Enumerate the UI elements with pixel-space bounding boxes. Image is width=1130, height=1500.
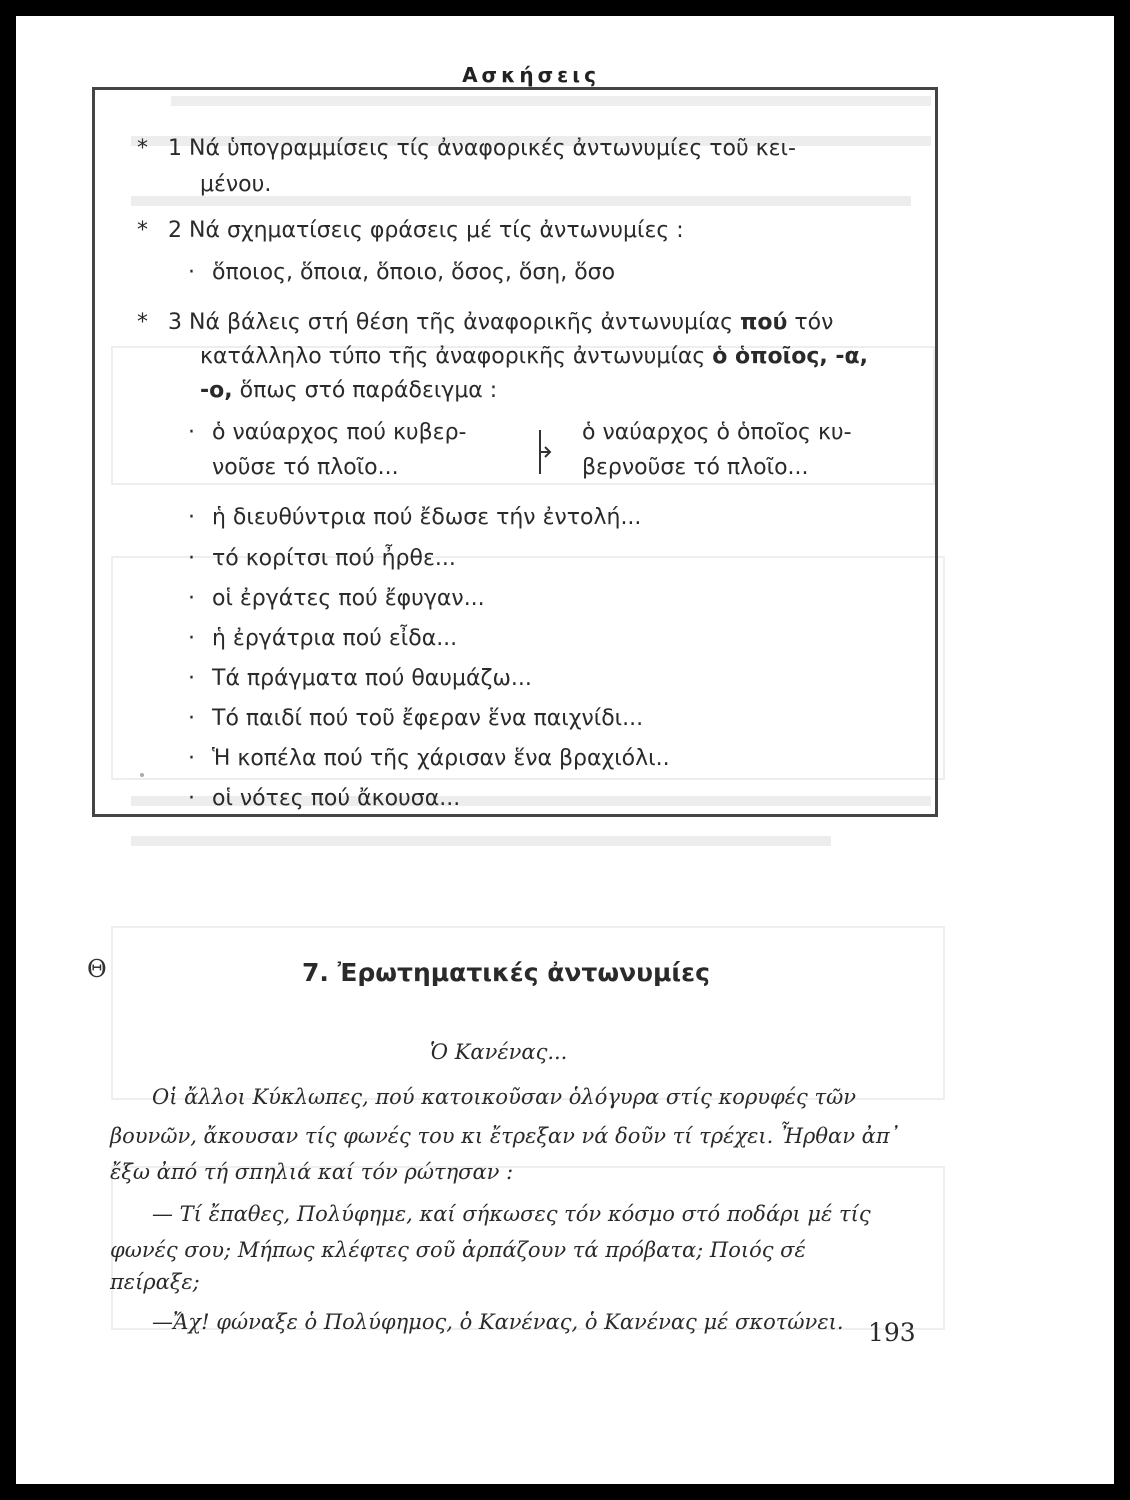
list-item: Τό παιδί πού τοῦ ἔφεραν ἕνα παιχνίδι... — [212, 706, 644, 731]
chapter-subtitle: Ὁ Κανένας... — [430, 1040, 568, 1064]
exercise-2-line-1: 2 Νά σχηματίσεις φράσεις μέ τίς ἀντωνυμίες : — [168, 218, 684, 243]
paragraph-line: πείραξε; — [110, 1270, 200, 1294]
paragraph-line: βουνῶν, ἄκουσαν τίς φωνές του κι ἔτρεξαν νά δοῦν τί τρέχει. Ἦρθαν ἀπ᾽ — [110, 1124, 901, 1148]
exercise-3-line-2: κατάλληλο τύπο τῆς ἀναφορικῆς ἀντωνυμίας ὁ ὁποῖος, -α, — [200, 344, 869, 369]
example-right-line-1: ὁ ναύαρχος ὁ ὁποῖος κυ- — [582, 420, 852, 445]
list-item: ἡ διευθύντρια πού ἔδωσε τήν ἐντολή... — [212, 505, 642, 530]
exercise-1-marker: * — [137, 136, 148, 161]
bullet-icon: · — [188, 260, 195, 285]
exercise-1-line-1: 1 Νά ὑπογραμμίσεις τίς ἀναφορικές ἀντωνυμίες τοῦ κει- — [168, 136, 796, 161]
arrow-right-icon — [522, 428, 552, 476]
paragraph-line: φωνές σου; Μήπως κλέφτες σοῦ ἁρπάζουν τά πρόβατα; Ποιός σέ — [110, 1238, 806, 1262]
exercise-2-pronoun-list: ὅποιος, ὅποια, ὅποιο, ὅσος, ὅση, ὅσο — [212, 260, 616, 285]
list-item: οἱ νότες πού ἄκουσα... — [212, 786, 461, 811]
list-item: τό κορίτσι πού ἦρθε... — [212, 546, 456, 571]
page-number: 193 — [868, 1318, 916, 1347]
exercise-3-marker: * — [137, 310, 148, 335]
bullet-icon: · — [188, 586, 195, 611]
exercise-1-line-2: μένου. — [200, 172, 272, 197]
example-right-line-2: βερνοῦσε τό πλοῖο... — [582, 455, 809, 480]
bullet-icon: · — [188, 546, 195, 571]
bullet-icon: · — [188, 505, 195, 530]
list-item: οἱ ἐργάτες πού ἔφυγαν... — [212, 586, 485, 611]
bullet-icon: · — [188, 746, 195, 771]
paragraph-line: —Ἄχ! φώναξε ὁ Πολύφημος, ὁ Κανένας, ὁ Κανένας μέ σκοτώνει. — [152, 1310, 844, 1334]
list-item: Τά πράγματα πού θαυμάζω... — [212, 666, 532, 691]
example-left-line-1: ὁ ναύαρχος πού κυβερ- — [212, 420, 467, 445]
bullet-icon: · — [188, 666, 195, 691]
paragraph-line: Οἱ ἄλλοι Κύκλωπες, πού κατοικοῦσαν ὁλόγυρα στίς κορυφές τῶν — [152, 1085, 856, 1109]
paragraph-line: — Τί ἔπαθες, Πολύφημε, καί σήκωσες τόν κόσμο στό ποδάρι μέ τίς — [152, 1202, 871, 1226]
exercise-3-line-3: -ο, ὅπως στό παράδειγμα : — [200, 378, 498, 403]
bullet-icon: · — [188, 706, 195, 731]
bullet-icon: · — [188, 786, 195, 811]
section-symbol: Θ — [87, 955, 107, 983]
bullet-icon: · — [188, 626, 195, 651]
exercises-title: Ασκήσεις — [108, 63, 954, 87]
chapter-title: 7. Ἐρωτηματικές ἀντωνυμίες — [302, 958, 710, 987]
list-item: Ἡ κοπέλα πού τῆς χάρισαν ἕνα βραχιόλι.. — [212, 746, 670, 771]
list-item: ἡ ἐργάτρια πού εἶδα... — [212, 626, 458, 651]
exercise-3-line-1: 3 Νά βάλεις στή θέση τῆς ἀναφορικῆς ἀντωνυμίας πού τόν — [168, 310, 834, 335]
exercise-2-marker: * — [137, 218, 148, 243]
bullet-icon: · — [188, 420, 195, 445]
example-left-line-2: νοῦσε τό πλοῖο... — [212, 455, 399, 480]
paragraph-line: ἔξω ἀπό τή σπηλιά καί τόν ρώτησαν : — [110, 1160, 514, 1184]
